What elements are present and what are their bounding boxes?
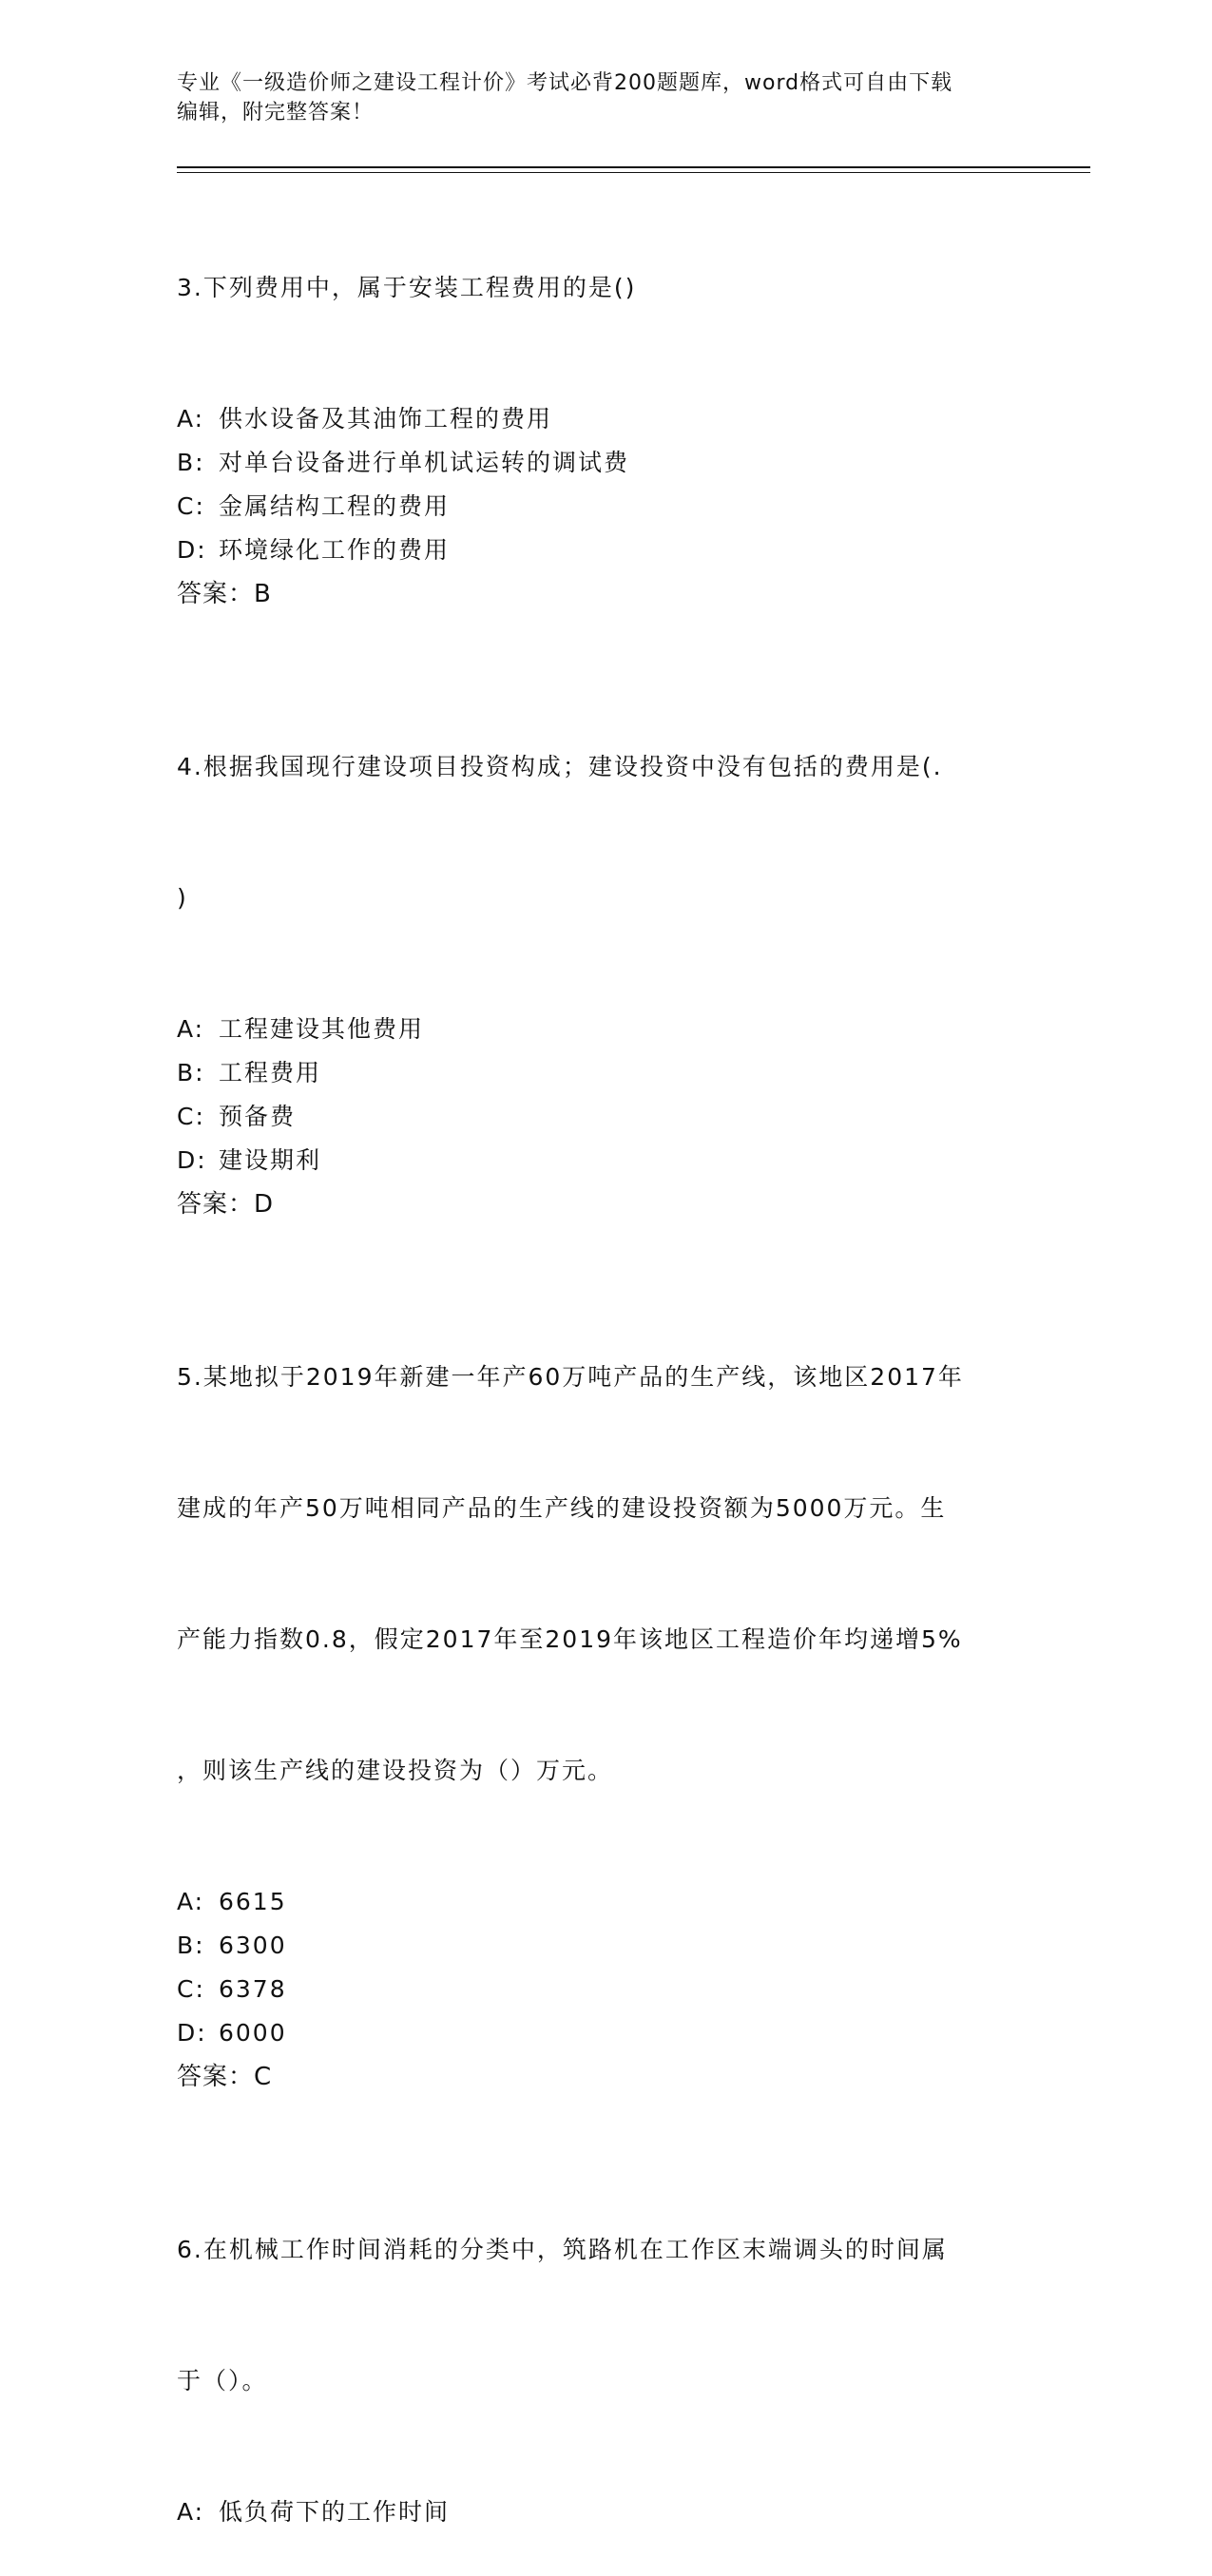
option-letter: A: xyxy=(177,1015,205,1043)
stem-line: 6.在机械工作时间消耗的分类中，筑路机在工作区末端调头的时间属 xyxy=(177,2236,948,2263)
option-letter: A: xyxy=(177,1888,205,1915)
stem-line: 3.下列费用中，属于安装工程费用的是() xyxy=(177,274,637,301)
option-d xyxy=(177,1139,1013,1182)
option-text: 6000 xyxy=(219,2019,287,2047)
option-a xyxy=(177,2490,1013,2534)
option-c xyxy=(177,485,1013,529)
option-text: 低负荷下的工作时间 xyxy=(219,2498,451,2526)
option-letter: B: xyxy=(177,1932,205,1959)
question-stem xyxy=(177,1268,1013,1880)
question-stem xyxy=(177,179,1013,397)
stem-line: 建成的年产50万吨相同产品的生产线的建设投资额为5000万元。生 xyxy=(177,1494,947,1522)
option-letter: C: xyxy=(177,1103,205,1130)
option-d xyxy=(177,2011,1013,2055)
option-text: 6378 xyxy=(219,1975,287,2003)
header-line-2: 编辑，附完整答案！ xyxy=(177,101,375,125)
stem-line: 4.根据我国现行建设项目投资构成；建设投资中没有包括的费用是(. xyxy=(177,753,943,780)
option-text: 建设期利 xyxy=(219,1146,322,1174)
option-letter: B: xyxy=(177,449,205,476)
answer-line: 答案：D xyxy=(177,1190,275,1219)
question-4 xyxy=(177,658,1013,1226)
option-text: 6300 xyxy=(219,1932,287,1959)
header-divider-thick xyxy=(177,166,1090,168)
option-letter: C: xyxy=(177,492,205,520)
question-6 xyxy=(177,2141,1013,2534)
option-letter: D: xyxy=(177,536,207,564)
option-text: 工程费用 xyxy=(219,1059,322,1086)
option-a xyxy=(177,1008,1013,1051)
stem-line: ) xyxy=(177,884,188,912)
option-b xyxy=(177,1051,1013,1095)
stem-line: 5.某地拟于2019年新建一年产60万吨产品的生产线，该地区2017年 xyxy=(177,1363,964,1391)
option-c xyxy=(177,1968,1013,2011)
option-letter: A: xyxy=(177,405,205,433)
stem-line: ，则该生产线的建设投资为（）万元。 xyxy=(177,1757,614,1784)
option-letter: D: xyxy=(177,2019,207,2047)
option-a xyxy=(177,397,1013,441)
question-stem xyxy=(177,658,1013,1008)
option-letter: D: xyxy=(177,1146,207,1174)
option-a xyxy=(177,1880,1013,1924)
option-letter: C: xyxy=(177,1975,205,2003)
question-stem xyxy=(177,2141,1013,2490)
option-text: 供水设备及其油饰工程的费用 xyxy=(219,405,553,433)
document-header xyxy=(177,68,1013,127)
question-5 xyxy=(177,1268,1013,2099)
option-letter: A: xyxy=(177,2498,205,2526)
answer-line: 答案：B xyxy=(177,580,272,608)
header-line-1: 专业《一级造价师之建设工程计价》考试必背200题题库，word格式可自由下载 xyxy=(177,71,953,95)
option-text: 金属结构工程的费用 xyxy=(219,492,451,520)
option-text: 对单台设备进行单机试运转的调试费 xyxy=(219,449,630,476)
option-text: 环境绿化工作的费用 xyxy=(219,536,451,564)
answer-line: 答案：C xyxy=(177,2063,273,2091)
option-text: 6615 xyxy=(219,1888,287,1915)
option-letter: B: xyxy=(177,1059,205,1086)
option-c xyxy=(177,1095,1013,1139)
option-text: 工程建设其他费用 xyxy=(219,1015,425,1043)
question-list xyxy=(177,179,1013,2576)
option-text: 预备费 xyxy=(219,1103,297,1130)
option-b xyxy=(177,1924,1013,1968)
option-b xyxy=(177,441,1013,485)
header-divider-thin xyxy=(177,172,1090,173)
option-d xyxy=(177,529,1013,572)
stem-line: 产能力指数0.8，假定2017年至2019年该地区工程造价年均递增5% xyxy=(177,1625,963,1653)
question-3 xyxy=(177,179,1013,616)
stem-line: 于（）。 xyxy=(177,2367,268,2394)
